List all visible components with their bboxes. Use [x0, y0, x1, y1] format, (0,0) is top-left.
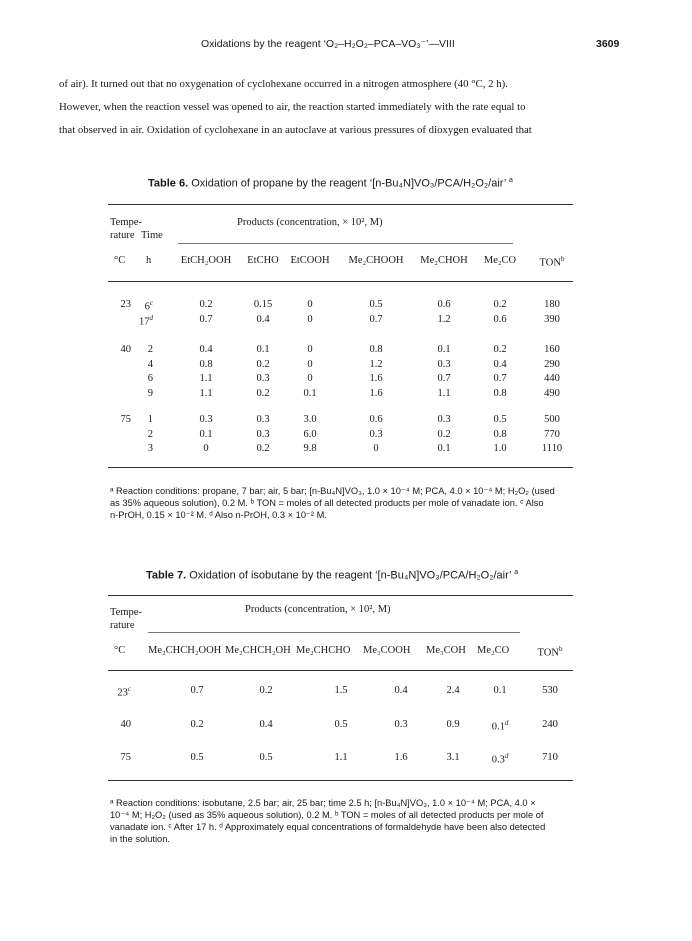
value-cell: 770	[544, 428, 560, 440]
value-cell: 0	[203, 443, 209, 454]
temp-cell: 23$^c$	[117, 685, 131, 699]
time-cell: 6$^c$	[144, 299, 153, 313]
value-cell: 0.2	[199, 299, 213, 310]
value-cell: 0.2	[493, 299, 507, 310]
table7-top-rule	[108, 595, 573, 596]
value-cell: 1.1	[437, 387, 451, 399]
value-cell: 0.7	[199, 313, 213, 325]
table7-label: Table 7.	[146, 569, 187, 582]
temp-cell: 23	[120, 299, 131, 310]
col-header-time: Time	[141, 230, 163, 241]
products-rule	[178, 243, 513, 244]
col-header: Me₂CHCHO	[296, 645, 351, 656]
value-cell: 6.0	[303, 428, 317, 440]
value-cell: 500	[544, 414, 560, 425]
value-cell: 0.5	[190, 752, 204, 763]
value-cell: 0	[307, 344, 313, 355]
body-line: However, when the reaction vessel was opened to air, the reaction started immediately with the rate equal to	[59, 101, 526, 113]
value-cell: 240	[542, 719, 558, 730]
value-cell: 440	[544, 373, 560, 384]
col-header-ton	[540, 255, 565, 269]
value-cell: 0.5	[259, 752, 273, 763]
time-cell: 2	[147, 428, 153, 440]
table7-header-rule	[108, 670, 573, 671]
time-cell: 17$^d$	[139, 313, 153, 327]
value-cell: 0.7	[190, 685, 204, 696]
value-cell: 0.2	[256, 387, 270, 399]
table6-top-rule	[108, 204, 573, 205]
footnote-line: vanadate ion. ᶜ After 17 h. ᵈ Approximately equal concentrations of formaldehyde have been also detected	[110, 822, 546, 832]
ton-label: TON	[539, 257, 561, 269]
col-header-temp: rature	[110, 620, 135, 631]
value-cell: 530	[542, 685, 558, 696]
value-cell: 3.0	[303, 414, 317, 425]
col-header-temp: Tempe-	[110, 217, 142, 228]
value-cell: 0.8	[199, 358, 213, 370]
footnote-line: ᵃ Reaction conditions: isobutane, 2.5 bar; air, 25 bar; time 2.5 h; [n-Bu₄N]VO₃, 1.0 × 10⁻⁴ M; PCA, 4.0 ×	[110, 798, 536, 808]
value-cell: 3.1	[446, 752, 460, 763]
value-cell: 0.1	[199, 428, 213, 440]
col-header: EtCH₂OOH	[180, 255, 232, 266]
value-cell: 0.7	[493, 373, 507, 384]
value-cell: 0.1	[493, 685, 507, 696]
value-cell: 490	[544, 387, 560, 399]
footnote-mark: d	[149, 313, 153, 322]
value-cell: 0.5	[334, 719, 348, 730]
value-cell: 0.4	[394, 685, 408, 696]
value-cell: 0.2	[256, 358, 270, 370]
table7-bottom-rule	[108, 780, 573, 781]
value-cell: 0.3	[256, 414, 270, 425]
value-cell: 0.4	[493, 358, 507, 370]
value-cell: 0.2	[259, 685, 273, 696]
footnote-line: in the solution.	[110, 834, 170, 844]
value-cell: 1.1	[199, 387, 213, 399]
temp-cell: 75	[120, 752, 131, 763]
value-cell: 0.15	[253, 299, 273, 310]
value-cell: 0.8	[493, 387, 507, 399]
table7-caption-text: Oxidation of isobutane by the reagent ‘[n-Bu₄N]VO₃/PCA/H₂O₂/air’	[186, 569, 515, 582]
table6-caption	[148, 177, 513, 190]
value-cell: 0.4	[199, 344, 213, 355]
value-cell: 1.2	[369, 358, 383, 370]
value-cell: 1.1	[199, 373, 213, 384]
products-rule	[148, 632, 520, 633]
value-cell: 0.3$^d$	[491, 752, 509, 766]
value-cell: 0.1	[437, 443, 451, 454]
value-cell: 0.7	[437, 373, 451, 384]
footnote-mark: c	[149, 299, 153, 307]
value-cell: 710	[542, 752, 558, 763]
table6-footnotes	[110, 485, 580, 521]
footnote-mark: b	[558, 645, 563, 653]
col-header: Me₂CHCH₂OOH	[148, 645, 222, 656]
value-cell: 0.2	[437, 428, 451, 440]
time-cell: 6	[147, 373, 153, 384]
value-cell: 1.6	[394, 752, 408, 763]
page-number: 3609	[596, 38, 620, 50]
unit-time: h	[146, 255, 152, 266]
col-header: Me₂CHOH	[420, 255, 468, 266]
value-cell: 0.3	[437, 358, 451, 370]
value-cell: 0.8	[369, 344, 383, 355]
value-cell: 0	[307, 313, 313, 325]
value-cell: 180	[544, 299, 560, 310]
time-cell: 1	[147, 414, 153, 425]
footnote-mark: d	[504, 719, 509, 727]
value-cell: 0.3	[256, 373, 270, 384]
table7-footnotes	[110, 797, 580, 845]
col-header: EtCHO	[247, 255, 279, 266]
value-cell: 0.7	[369, 313, 383, 325]
col-header: Me₃COOH	[363, 645, 411, 656]
value-cell: 0.3	[437, 414, 451, 425]
temp-cell: 75	[120, 414, 131, 425]
value-cell: 0.2	[190, 719, 204, 730]
table6-label: Table 6.	[148, 177, 189, 190]
time-cell: 4	[147, 358, 153, 370]
value-cell: 0.8	[493, 428, 507, 440]
time-cell: 2	[147, 344, 153, 355]
col-header: Me₃COH	[426, 645, 466, 656]
value-cell: 0.3	[394, 719, 408, 730]
time-cell: 3	[147, 443, 153, 454]
value-cell: 1.1	[334, 752, 348, 763]
footnote-mark: a	[514, 569, 519, 576]
value-cell: 0.1	[256, 344, 270, 355]
value-cell: 0.2	[256, 443, 270, 454]
value-cell: 0.1	[437, 344, 451, 355]
value-cell: 1.6	[369, 373, 383, 384]
value-cell: 0.2	[493, 344, 507, 355]
value-cell: 1.5	[334, 685, 348, 696]
value-cell: 0	[373, 443, 379, 454]
col-header: Me₂CHOOH	[348, 255, 404, 266]
value-cell: 0.6	[437, 299, 451, 310]
value-cell: 160	[544, 344, 560, 355]
products-header: Products (concentration, × 10², M)	[245, 604, 391, 615]
value-cell: 290	[544, 358, 560, 370]
col-header-ton	[538, 645, 563, 659]
value-cell: 0.3	[199, 414, 213, 425]
products-header: Products (concentration, × 10², M)	[237, 217, 383, 228]
value-cell: 0.4	[256, 313, 270, 325]
value-cell: 1.2	[437, 313, 451, 325]
footnote-line: n-PrOH, 0.15 × 10⁻² M. ᵈ Also n-PrOH, 0.3 × 10⁻² M.	[110, 510, 327, 520]
footnote-mark: a	[508, 177, 513, 184]
col-header-temp: rature	[110, 230, 135, 241]
col-header: EtCOOH	[290, 255, 330, 266]
value-cell: 9.8	[303, 443, 317, 454]
col-header: Me₂CO	[477, 645, 510, 656]
running-title: Oxidations by the reagent ‘O₂–H₂O₂–PCA–VO₃⁻’—VIII	[201, 38, 455, 50]
table6-caption-text: Oxidation of propane by the reagent ‘[n-Bu₄N]VO₃/PCA/H₂O₂/air’	[188, 177, 509, 190]
value-cell: 0.9	[446, 719, 460, 730]
value-cell: 0.1$^d$	[491, 719, 509, 733]
unit-temp: °C	[114, 255, 126, 266]
ton-label: TON	[537, 647, 559, 659]
value-cell: 0.3	[369, 428, 383, 440]
footnote-line: 10⁻⁴ M; H₂O₂ (used as 35% aqueous solution), 0.2 M. ᵇ TON = moles of all detected products per mole of	[110, 810, 544, 820]
value-cell: 0.4	[259, 719, 273, 730]
value-cell: 0	[307, 299, 313, 310]
col-header-temp: Tempe-	[110, 607, 142, 618]
value-cell: 2.4	[446, 685, 460, 696]
value-cell: 0	[307, 373, 313, 384]
col-header: Me₂CO	[483, 255, 517, 266]
value-cell: 0	[307, 358, 313, 370]
value-cell: 390	[544, 313, 560, 325]
body-line: of air). It turned out that no oxygenation of cyclohexane occurred in a nitrogen atmosphere (40 °C, 2 h).	[59, 78, 508, 90]
unit-temp: °C	[114, 645, 126, 656]
value-cell: 0.6	[369, 414, 383, 425]
value-cell: 0.6	[493, 313, 507, 325]
time-cell: 9	[147, 387, 153, 399]
value-cell: 0.5	[369, 299, 383, 310]
value-cell: 1110	[541, 443, 563, 454]
footnote-line: ᵃ Reaction conditions: propane, 7 bar; air, 5 bar; [n-Bu₄N]VO₃, 1.0 × 10⁻⁴ M; PCA, 4.0 × 10⁻⁴ M; H₂O₂ (used	[110, 486, 555, 496]
value-cell: 0.1	[303, 387, 317, 399]
table6-bottom-rule	[108, 467, 573, 468]
footnote-line: as 35% aqueous solution), 0.2 M. ᵇ TON = moles of all detected products per mole of vanadate ion. ᶜ Also	[110, 498, 544, 508]
value-cell: 0.3	[256, 428, 270, 440]
footnote-mark: c	[127, 685, 131, 693]
table6-header-rule	[108, 281, 573, 282]
col-header: Me₂CHCH₂OH	[225, 645, 291, 656]
footnote-mark: d	[504, 752, 509, 760]
temp-cell: 40	[120, 344, 131, 355]
value-cell: 1.6	[369, 387, 383, 399]
value-cell: 1.0	[493, 443, 507, 454]
body-line: that observed in air. Oxidation of cyclohexane in an autoclave at various pressures of dioxygen evaluated that	[59, 124, 532, 136]
temp-cell: 40	[120, 719, 131, 730]
table7-caption	[146, 569, 518, 582]
value-cell: 0.5	[493, 414, 507, 425]
footnote-mark: b	[560, 255, 565, 263]
